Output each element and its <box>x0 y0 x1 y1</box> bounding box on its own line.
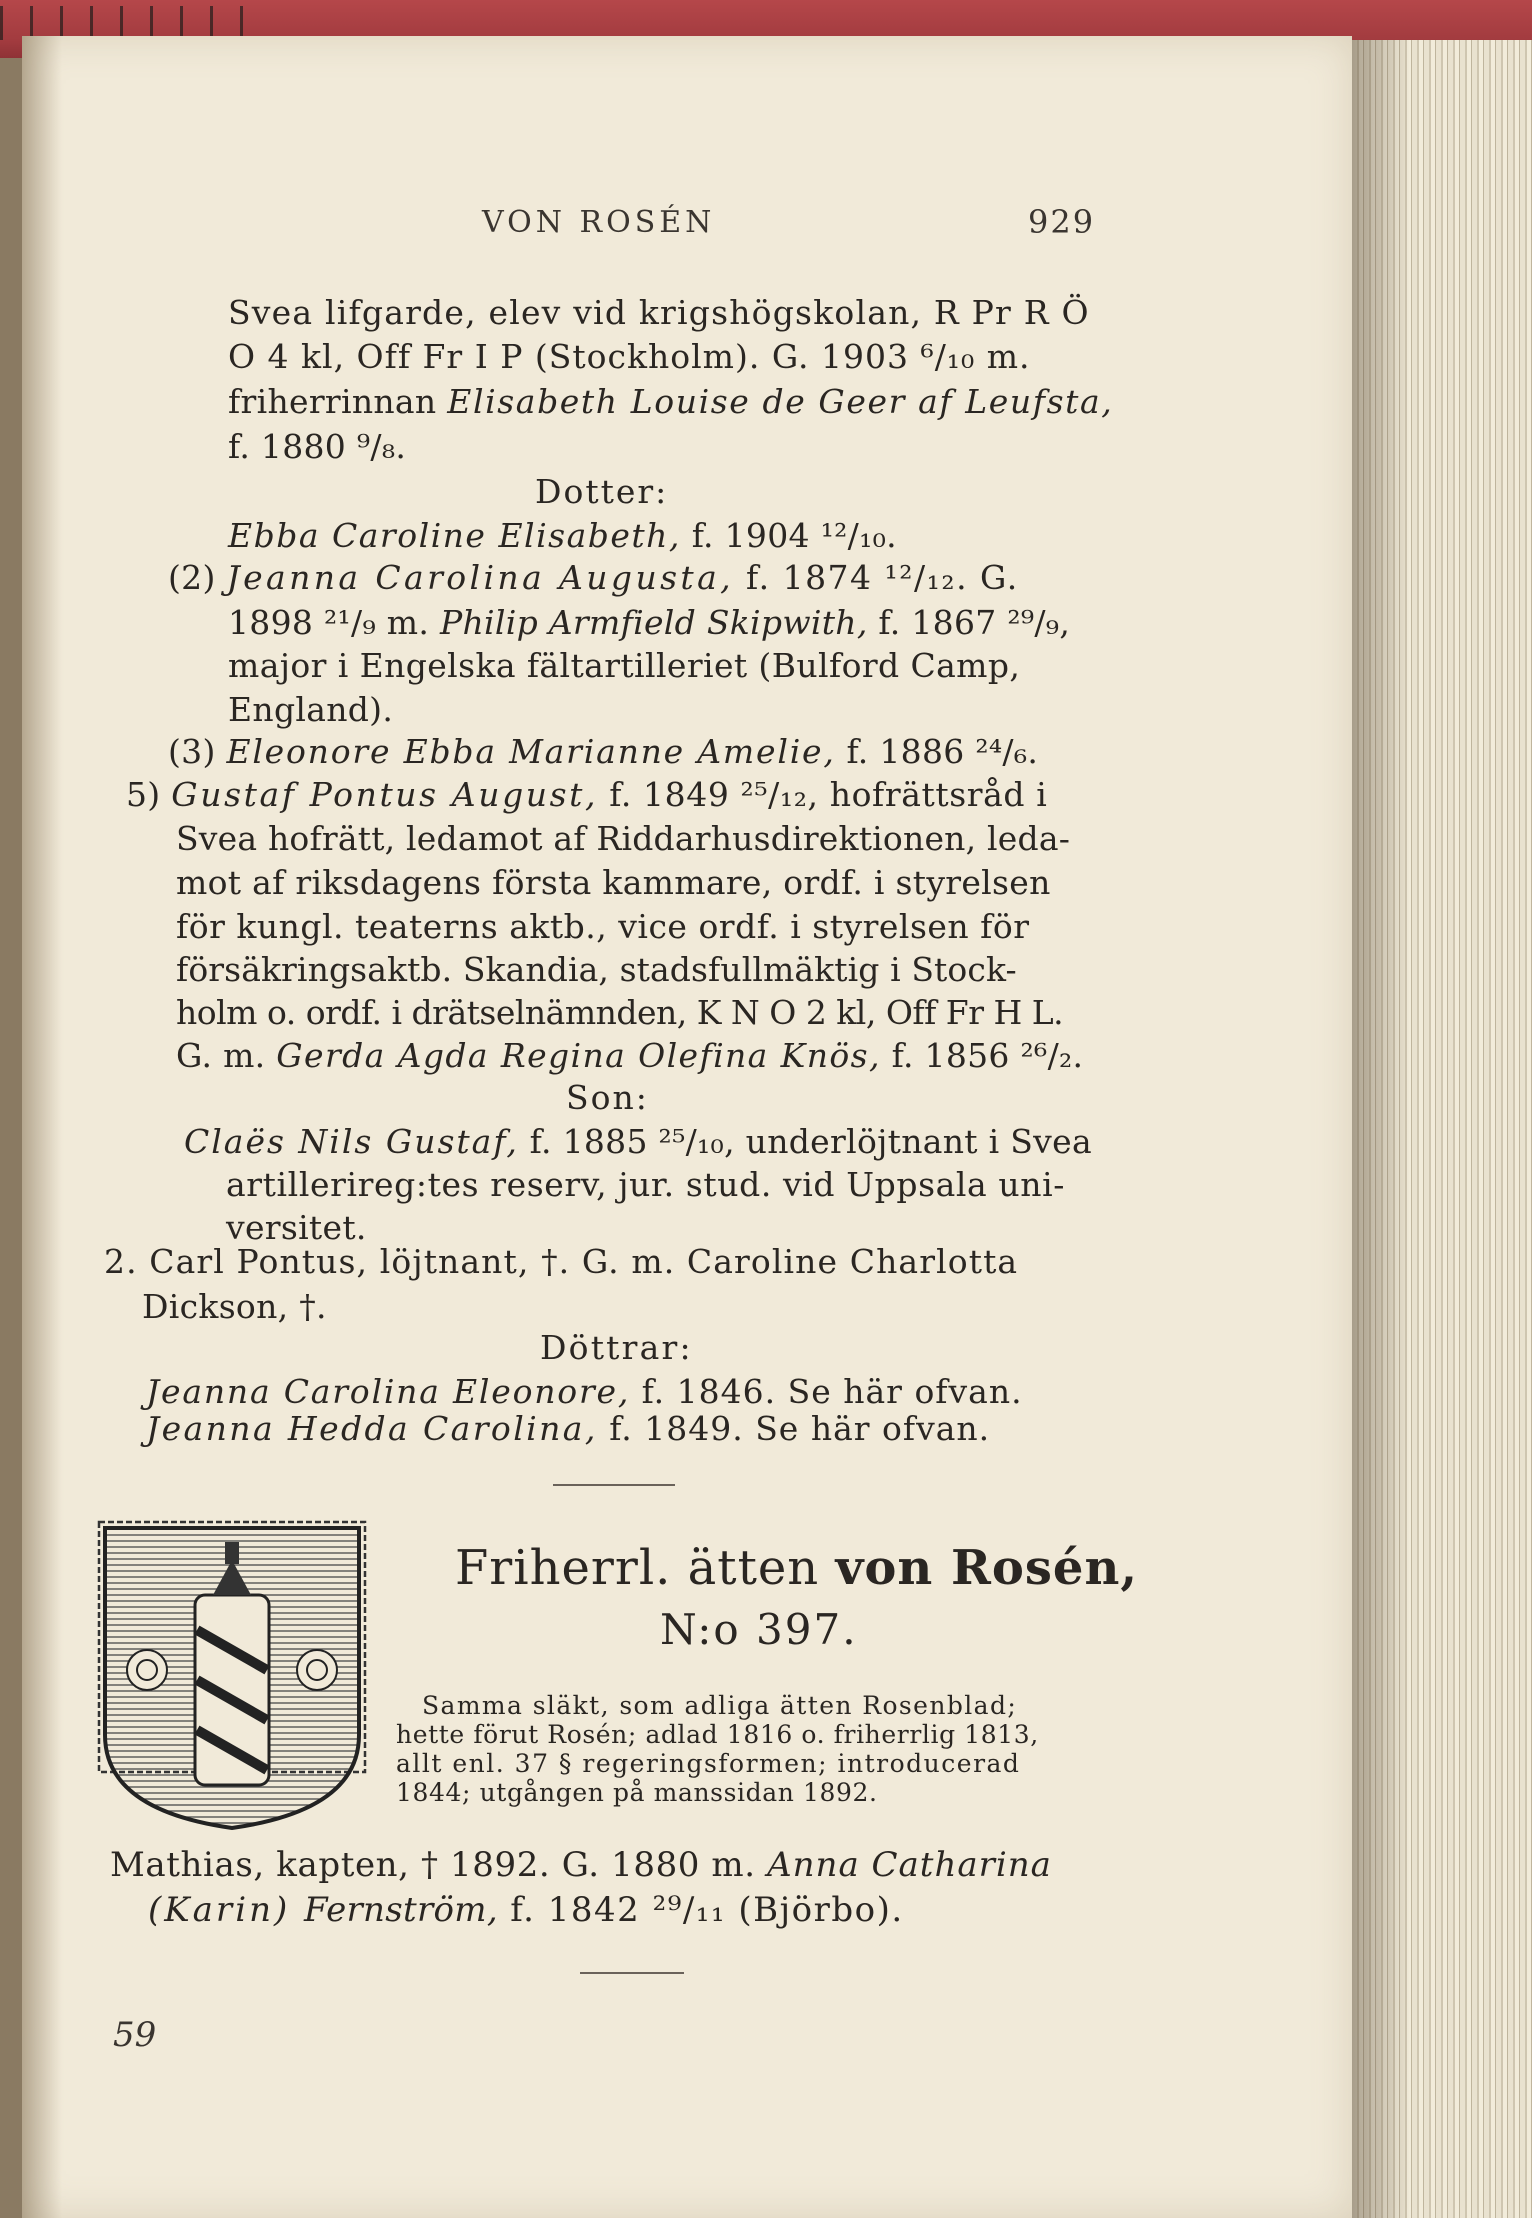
section-divider <box>553 1484 675 1486</box>
text-line: (Karin) Fernström, f. 1842 ²⁹/₁₁ (Björbo). <box>148 1890 904 1930</box>
cover-stitching <box>0 6 260 40</box>
text-line: 5) Gustaf Pontus August, f. 1849 ²⁵/₁₂, hofrättsråd i <box>126 775 1048 814</box>
text-line: G. m. Gerda Agda Regina Olefina Knös, f. 1856 ²⁶/₂. <box>176 1036 1084 1075</box>
text-line: Jeanna Carolina Eleonore, f. 1846. Se här ofvan. <box>146 1372 1023 1411</box>
text-line: mot af riksdagens första kammare, ordf. i styrelsen <box>176 863 1051 902</box>
text-line: 1898 ²¹/₉ m. Philip Armfield Skipwith, f. 1867 ²⁹/₉, <box>228 603 1071 642</box>
text-line: England). <box>228 690 394 729</box>
text-line: Dickson, †. <box>142 1287 327 1326</box>
section-note-line: 1844; utgången på manssidan 1892. <box>396 1778 878 1807</box>
text-line: 2. Carl Pontus, löjtnant, †. G. m. Caroline Charlotta <box>104 1242 1019 1281</box>
section-title: Friherrl. ätten von Rosén, <box>455 1540 1139 1596</box>
text-line: major i Engelska fältartilleriet (Bulford Camp, <box>228 646 1021 685</box>
section-number: N:o 397. <box>660 1605 858 1654</box>
text-line: (2) Jeanna Carolina Augusta, f. 1874 ¹²/₁₂. G. <box>168 558 1019 597</box>
page-number: 929 <box>1028 203 1096 241</box>
text-line: försäkringsaktb. Skandia, stadsfullmäktig i Stock- <box>176 950 1017 989</box>
end-divider <box>580 1972 684 1974</box>
text-line: Svea lifgarde, elev vid krigshögskolan, R Pr R Ö <box>228 293 1090 332</box>
text-line: holm o. ordf. i drätselnämnden, K N O 2 kl, Off Fr H L. <box>176 993 1064 1032</box>
text-line: O 4 kl, Off Fr I P (Stockholm). G. 1903 ⁶/₁₀ m. <box>228 337 1031 376</box>
running-head: VON ROSÉN <box>482 205 716 240</box>
text-line: friherrinnan Elisabeth Louise de Geer af Leufsta, <box>228 382 1114 421</box>
text-line: Mathias, kapten, † 1892. G. 1880 m. Anna Catharina <box>110 1845 1052 1885</box>
section-note-line: allt enl. 37 § regeringsformen; introducerad <box>396 1749 1021 1778</box>
text-line: Jeanna Hedda Carolina, f. 1849. Se här ofvan. <box>146 1409 991 1448</box>
section-note-line: hette förut Rosén; adlad 1816 o. friherrlig 1813, <box>396 1720 1039 1749</box>
text-line: (3) Eleonore Ebba Marianne Amelie, f. 1886 ²⁴/₆. <box>168 732 1039 771</box>
subheading-son: Son: <box>566 1078 649 1117</box>
subheading-dotter: Dotter: <box>535 472 669 511</box>
text-line: för kungl. teaterns aktb., vice ordf. i styrelsen för <box>176 907 1030 946</box>
signature-mark: 59 <box>113 2015 157 2055</box>
coat-of-arms-illustration <box>95 1520 370 1835</box>
page-stack <box>1340 40 1532 2218</box>
section-note-line: Samma släkt, som adliga ätten Rosenblad; <box>422 1691 1018 1720</box>
text-line: artillerireg:tes reserv, jur. stud. vid Uppsala uni- <box>226 1165 1066 1204</box>
text-line: Svea hofrätt, ledamot af Riddarhusdirektionen, leda- <box>176 819 1071 858</box>
text-line: Ebba Caroline Elisabeth, f. 1904 ¹²/₁₀. <box>228 516 897 555</box>
text-line: f. 1880 ⁹/₈. <box>228 427 407 466</box>
text-line: versitet. <box>226 1208 367 1247</box>
subheading-dottrar: Döttrar: <box>540 1328 693 1367</box>
text-line: Claës Nils Gustaf, f. 1885 ²⁵/₁₀, underlöjtnant i Svea <box>184 1122 1092 1161</box>
